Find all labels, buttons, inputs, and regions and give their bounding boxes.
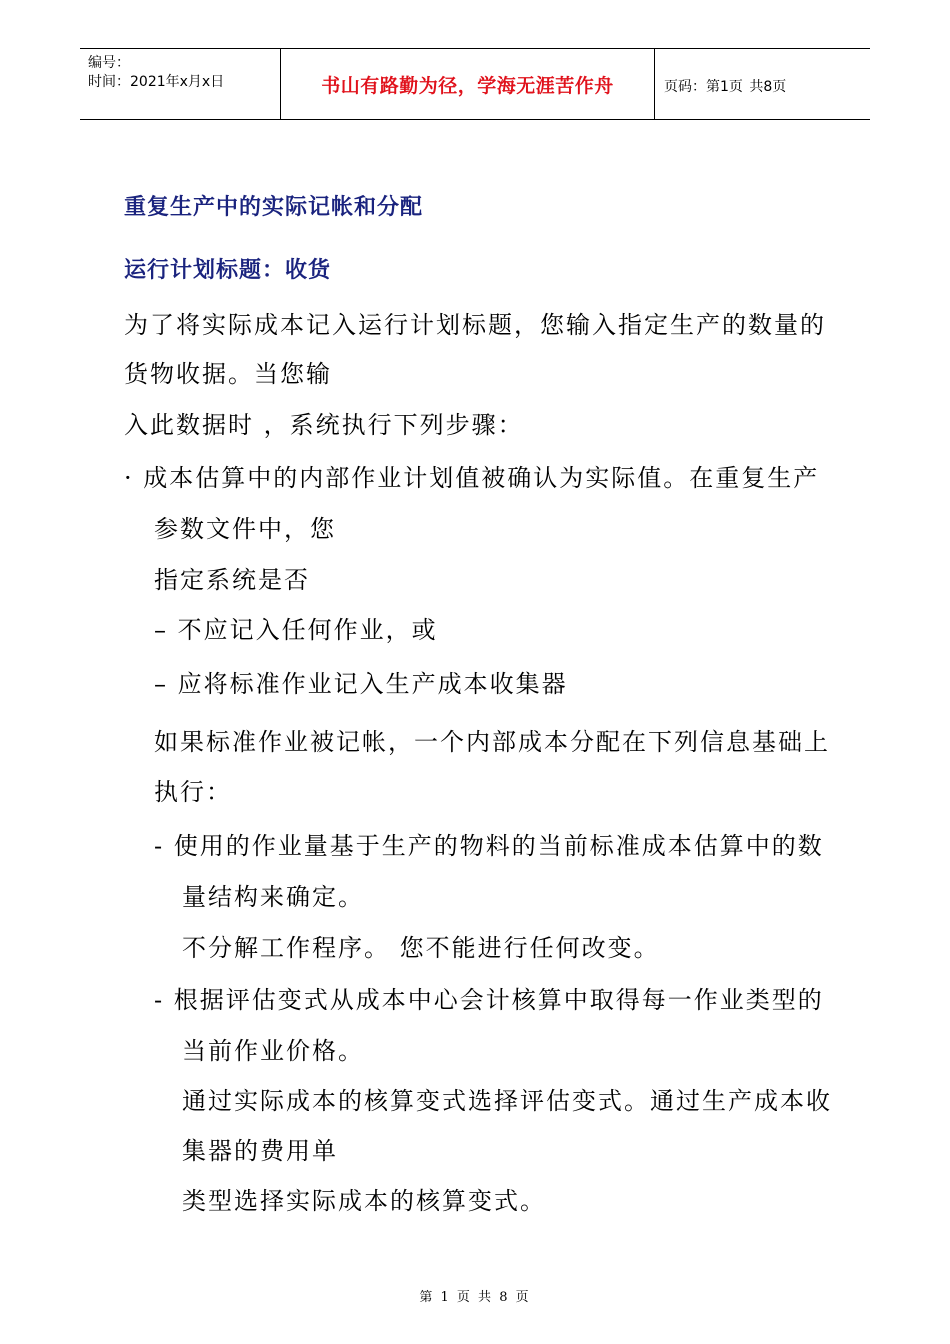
dash-item: - 根据评估变式从成本中心会计核算中取得每一作业类型的 xyxy=(154,986,824,1014)
header-page-total: 共8页 xyxy=(749,79,787,95)
document-time-label: 时间：2021年x月x日 xyxy=(88,74,225,90)
section-heading: 运行计划标题：收货 xyxy=(124,257,332,283)
dash-item-continuation: 集器的费用单 xyxy=(182,1137,338,1165)
dash-item: – 应将标准作业记入生产成本收集器 xyxy=(154,670,568,698)
header-meta xyxy=(88,54,224,92)
dash-item-continuation: 不分解工作程序。 您不能进行任何改变。 xyxy=(182,934,660,962)
header-motto: 书山有路勤为径，学海无涯苦作舟 xyxy=(321,75,614,97)
bullet-continuation: 参数文件中，您 xyxy=(154,515,336,543)
header-page-number: 页码：第1页 xyxy=(664,79,743,95)
dash-item-continuation: 量结构来确定。 xyxy=(182,883,364,911)
paragraph-line: 货物收据。当您输 xyxy=(124,360,332,388)
paragraph-line: 执行： xyxy=(154,778,232,806)
dash-item: – 不应记入任何作业，或 xyxy=(154,616,438,644)
header-page-info xyxy=(664,76,788,96)
header-table xyxy=(80,48,870,120)
dash-item-continuation: 类型选择实际成本的核算变式。 xyxy=(182,1187,546,1215)
header-divider xyxy=(654,49,655,119)
paragraph-line: 如果标准作业被记帐，一个内部成本分配在下列信息基础上 xyxy=(154,728,830,756)
document-number-label: 编号： xyxy=(88,55,130,71)
paragraph-line: 入此数据时 ，系统执行下列步骤： xyxy=(124,411,524,439)
bullet-continuation: 指定系统是否 xyxy=(154,566,310,594)
document-title: 重复生产中的实际记帐和分配 xyxy=(124,194,424,220)
bullet-line: · 成本估算中的内部作业计划值被确认为实际值。在重复生产 xyxy=(124,464,820,492)
page-footer: 第 1 页 共 8 页 xyxy=(419,1290,531,1305)
dash-item: - 使用的作业量基于生产的物料的当前标准成本估算中的数 xyxy=(154,832,824,860)
paragraph-line: 为了将实际成本记入运行计划标题，您输入指定生产的数量的 xyxy=(124,311,826,339)
dash-item-continuation: 通过实际成本的核算变式选择评估变式。通过生产成本收 xyxy=(182,1087,832,1115)
dash-item-continuation: 当前作业价格。 xyxy=(182,1037,364,1065)
